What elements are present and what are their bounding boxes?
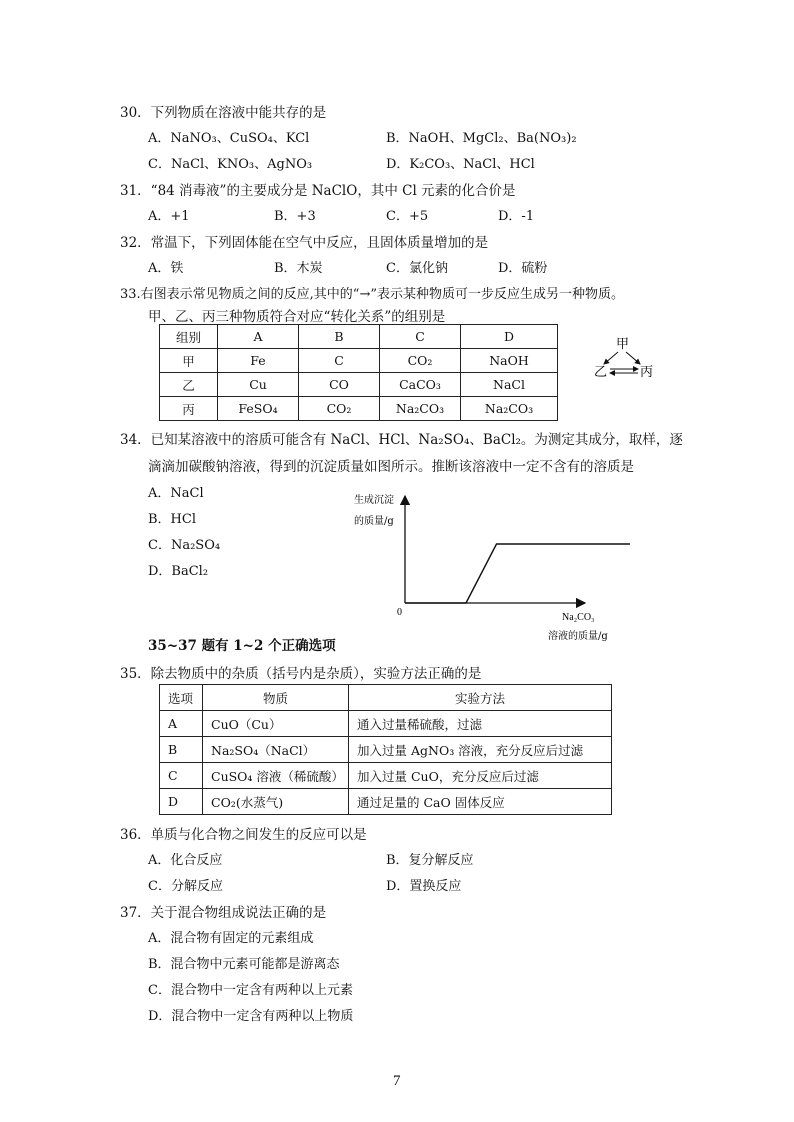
q35-header-cell: 物质 [203,685,349,711]
q32-option-b: B．木炭 [274,261,323,276]
chart-series [405,544,630,603]
q33-cell: 丙 [160,397,218,421]
q35-header-cell: 实验方法 [349,685,612,711]
q35-cell: D [160,789,203,815]
q33-cell: CO₂ [299,397,380,421]
q33-header-cell: D [461,325,558,349]
q35-cell: 加入过量 AgNO₃ 溶液，充分反应后过滤 [349,737,612,763]
q35-cell: 通过足量的 CaO 固体反应 [349,789,612,815]
x-axis-label-line1: Na₂CO₃ [562,612,595,623]
x-axis-label-line2: 溶液的质量/g [548,631,608,642]
q37-stem: 37．关于混合物组成说法正确的是 [120,905,327,921]
q33-cell: Cu [218,373,299,397]
q35-cell: C [160,763,203,789]
q36-option-a: A．化合反应 [148,853,223,868]
q33-cell: CaCO₃ [380,373,461,397]
arrow-top-to-right [626,352,640,364]
y-axis-label-line1: 生成沉淀 [354,495,394,506]
q33-stem-line1: 33.右图表示常见物质之间的反应,其中的“→”表示某种物质可一步反应生成另一种物质。 [120,287,624,302]
q34-option-c: C．Na₂SO₄ [148,538,221,553]
q35-cell: 通入过量稀硫酸，过滤 [349,711,612,737]
q33-cell: Na₂CO₃ [380,397,461,421]
arrow-top-to-left [604,352,618,364]
q35-stem: 35．除去物质中的杂质（括号内是杂质），实验方法正确的是 [120,666,482,682]
q33-cell: CO [299,373,380,397]
diagram-node-right: 丙 [640,365,654,380]
q30-option-d: D．K₂CO₃、NaCl、HCl [386,157,535,172]
q33-cell: 甲 [160,349,218,373]
q30-option-b: B．NaOH、MgCl₂、Ba(NO₃)₂ [386,131,577,146]
q31-option-c: C．+5 [386,209,429,224]
q33-header-cell: B [299,325,380,349]
conversion-diagram [588,334,668,384]
q37-option-d: D．混合物中一定含有两种以上物质 [148,1009,354,1024]
q32-option-a: A．铁 [148,261,184,276]
q36-option-c: C．分解反应 [148,879,223,894]
q33-header-cell: C [380,325,461,349]
q33-cell: C [299,349,380,373]
y-axis-label-line2: 的质量/g [354,516,394,527]
q30-option-a: A．NaNO₃、CuSO₄、KCl [148,131,310,146]
q35-cell: CO₂(水蒸气) [203,789,349,815]
q35-table [159,684,612,815]
diagram-node-top: 甲 [616,337,630,352]
q33-stem-line2: 甲、乙、丙三种物质符合对应“转化关系”的组别是 [148,309,446,325]
q33-header-cell: 组别 [160,325,218,349]
q31-option-a: A．+1 [148,209,190,224]
page-number: 7 [393,1073,401,1089]
q32-option-c: C．氯化钠 [386,261,448,276]
precipitate-chart [340,488,630,646]
q33-cell: NaCl [461,373,558,397]
q36-option-b: B．复分解反应 [386,853,474,868]
q31-option-d: D．-1 [498,209,535,224]
q35-cell: CuSO₄ 溶液（稀硫酸） [203,763,349,789]
q34-stem-line1: 34．已知某溶液中的溶质可能含有 NaCl、HCl、Na₂SO₄、BaCl₂。为测定其成分，取样，逐 [120,432,683,448]
q30-option-c: C．NaCl、KNO₃、AgNO₃ [148,157,313,172]
q34-option-a: A．NaCl [148,486,204,501]
diagram-node-left: 乙 [594,365,608,380]
q33-cell: CO₂ [380,349,461,373]
q33-cell: 乙 [160,373,218,397]
q33-table [159,324,558,421]
q35-cell: B [160,737,203,763]
q32-option-d: D．硫粉 [498,261,548,276]
q35-header-cell: 选项 [160,685,203,711]
q35-cell: A [160,711,203,737]
q33-cell: FeSO₄ [218,397,299,421]
q35-cell: Na₂SO₄（NaCl） [203,737,349,763]
q33-cell: Na₂CO₃ [461,397,558,421]
q33-cell: NaOH [461,349,558,373]
q37-option-c: C．混合物中一定含有两种以上元素 [148,983,353,998]
q33-cell: Fe [218,349,299,373]
precipitate-line [405,544,630,603]
q36-option-d: D．置换反应 [386,879,462,894]
q33-header-cell: A [218,325,299,349]
q31-option-b: B．+3 [274,209,316,224]
q35-cell: 加入过量 CuO，充分反应后过滤 [349,763,612,789]
q35-cell: CuO（Cu） [203,711,349,737]
origin-label: 0 [397,607,402,618]
q37-option-b: B．混合物中元素可能都是游离态 [148,957,340,972]
q34-stem-line2: 滴滴加碳酸钠溶液，得到的沉淀质量如图所示。推断该溶液中一定不含有的溶质是 [148,459,634,475]
q36-stem: 36．单质与化合物之间发生的反应可以是 [120,827,367,843]
q32-stem: 32．常温下，下列固体能在空气中反应，且固体质量增加的是 [120,235,489,251]
q37-option-a: A．混合物有固定的元素组成 [148,931,314,946]
q34-option-b: B．HCl [148,512,196,527]
section-note: 35~37 题有 1~2 个正确选项 [148,638,336,654]
q31-stem: 31．“84 消毒液”的主要成分是 NaClO，其中 Cl 元素的化合价是 [120,183,516,199]
q30-stem: 30．下列物质在溶液中能共存的是 [120,105,327,121]
q34-option-d: D．BaCl₂ [148,564,209,579]
